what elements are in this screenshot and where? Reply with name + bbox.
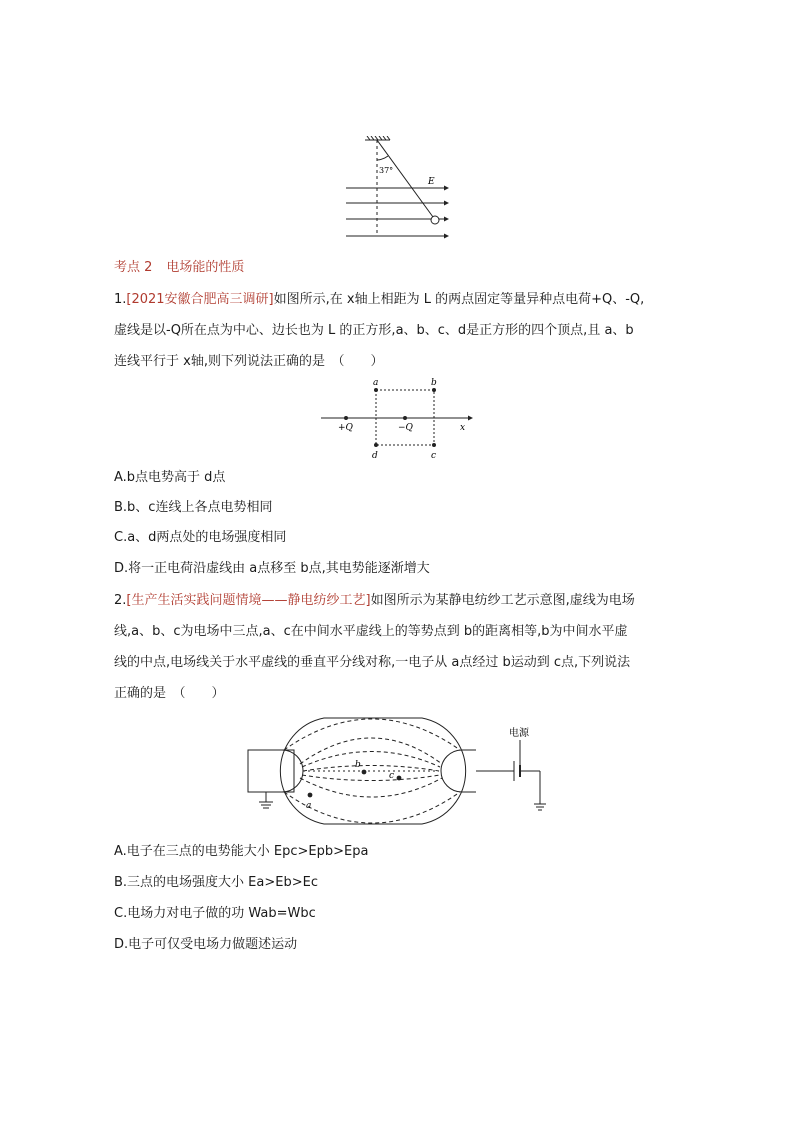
point-a-label: a [306,801,312,811]
charges-figure [318,376,478,462]
q1-number: 1. [114,292,127,307]
section-label: 考点 2 [114,260,153,275]
q1-line1-text: 如图所示,在 x轴上相距为 L 的两点固定等量异种点电荷+Q、-Q, [273,292,645,307]
field-label: E [428,177,435,187]
q2-option-a: A.电子在三点的电势能大小 Epc>Epb>Epa [114,844,369,859]
minus-q-label: −Q [398,423,413,433]
q2-line4: 正确的是 （ ） [114,686,225,701]
point-c-label: c [389,771,395,781]
q1-option-a: A.b点电势高于 d点 [114,470,226,485]
point-d-label: d [372,451,378,461]
pendulum-figure [340,136,455,242]
q2-line1-text: 如图所示为某静电纺纱工艺示意图,虚线为电场 [370,593,635,608]
q1-option-c: C.a、d两点处的电场强度相同 [114,530,287,545]
point-c-label: c [431,451,437,461]
q2-source: [生产生活实践问题情境——静电纺纱工艺] [126,593,371,608]
q2-option-c: C.电场力对电子做的功 Wab=Wbc [114,906,316,921]
spinning-figure [244,716,556,828]
x-axis-label: x [460,423,466,433]
q2-option-d: D.电子可仅受电场力做题述运动 [114,937,298,952]
angle-label: 37° [379,166,394,175]
q1-source: [2021安徽合肥高三调研] [126,292,274,307]
point-b-label: b [355,760,361,770]
q2-line3: 线的中点,电场线关于水平虚线的垂直平分线对称,一电子从 a点经过 b运动到 c点,下列说法 [114,655,631,670]
q1-line2: 虚线是以-Q所在点为中心、边长也为 L 的正方形,a、b、c、d是正方形的四个顶点,且 a、b [114,323,634,338]
q1-line1 [114,292,644,308]
q2-number: 2. [114,593,127,608]
q1-option-b: B.b、c连线上各点电势相同 [114,500,273,515]
power-source-label: 电源 [509,728,529,739]
plus-q-label: +Q [338,423,353,433]
q1-line3: 连线平行于 x轴,则下列说法正确的是 （ ） [114,354,384,369]
point-b-label: b [431,378,437,388]
section-title: 电场能的性质 [166,260,245,275]
q2-line1 [114,593,635,609]
q2-option-b: B.三点的电场强度大小 Ea>Eb>Ec [114,875,318,890]
section-header [114,260,244,276]
q2-line2: 线,a、b、c为电场中三点,a、c在中间水平虚线上的等势点到 b的距离相等,b为中间水平虚 [114,624,628,639]
point-a-label: a [373,378,379,388]
q1-option-d: D.将一正电荷沿虚线由 a点移至 b点,其电势能逐渐增大 [114,561,430,576]
